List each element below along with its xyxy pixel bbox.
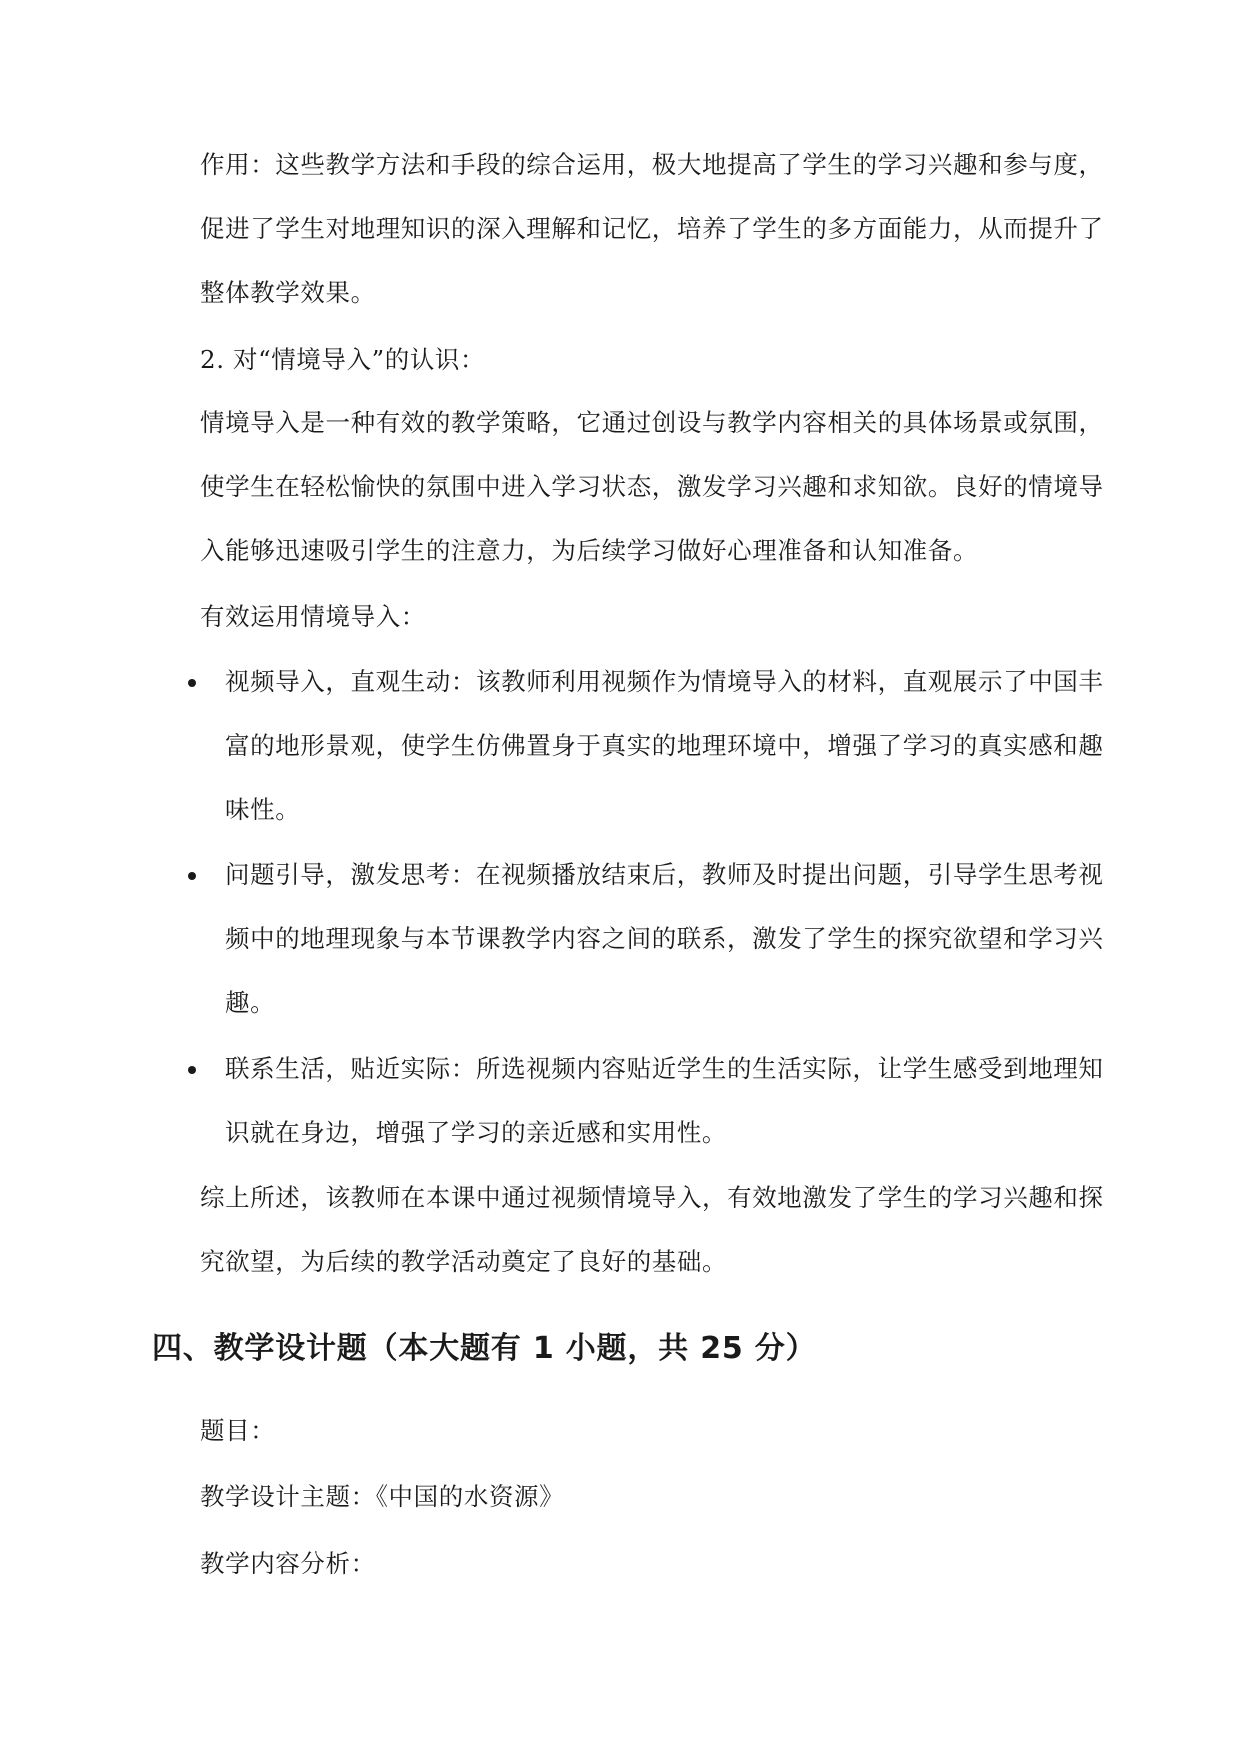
intro-line-3: 入能够迅速吸引学生的注意力，为后续学习做好心理准备和认知准备。 [200, 536, 979, 565]
bullet-1-line-1: 视频导入，直观生动：该教师利用视频作为情境导入的材料，直观展示了中国丰 [225, 667, 1104, 696]
item-2-title: 2. 对“情境导入”的认识： [200, 345, 486, 374]
design-topic: 教学设计主题：《中国的水资源》 [200, 1482, 565, 1511]
bullet-2-line-2: 频中的地理现象与本节课教学内容之间的联系，激发了学生的探究欲望和学习兴 [225, 924, 1104, 953]
intro-line-1: 情境导入是一种有效的教学策略，它通过创设与教学内容相关的具体场景或氛围， [200, 408, 1104, 437]
effective-use-label: 有效运用情境导入： [200, 602, 426, 631]
bullet-dot-2 [188, 872, 196, 880]
effect-line-1: 作用：这些教学方法和手段的综合运用，极大地提高了学生的学习兴趣和参与度， [200, 150, 1104, 179]
bullet-2-line-3: 趣。 [225, 988, 276, 1017]
bullet-3-line-2: 识就在身边，增强了学习的亲近感和实用性。 [225, 1118, 727, 1147]
intro-line-2: 使学生在轻松愉快的氛围中进入学习状态，激发学习兴趣和求知欲。良好的情境导 [200, 472, 1104, 501]
bullet-dot-1 [188, 679, 196, 687]
summary-line-1: 综上所述，该教师在本课中通过视频情境导入，有效地激发了学生的学习兴趣和探 [200, 1183, 1104, 1212]
effect-line-2: 促进了学生对地理知识的深入理解和记忆，培养了学生的多方面能力，从而提升了 [200, 214, 1104, 243]
question-label: 题目： [200, 1416, 276, 1445]
bullet-1-line-3: 味性。 [225, 795, 301, 824]
summary-line-2: 究欲望，为后续的教学活动奠定了良好的基础。 [200, 1247, 728, 1276]
bullet-dot-3 [188, 1066, 196, 1074]
section-4-heading: 四、教学设计题（本大题有 1 小题，共 25 分） [152, 1331, 817, 1366]
bullet-2-line-1: 问题引导，激发思考：在视频播放结束后，教师及时提出问题，引导学生思考视 [225, 860, 1104, 889]
bullet-1-line-2: 富的地形景观，使学生仿佛置身于真实的地理环境中，增强了学习的真实感和趣 [225, 731, 1104, 760]
effect-line-3: 整体教学效果。 [200, 278, 376, 307]
content-analysis-label: 教学内容分析： [200, 1549, 376, 1578]
bullet-3-line-1: 联系生活，贴近实际：所选视频内容贴近学生的生活实际，让学生感受到地理知 [225, 1054, 1104, 1083]
